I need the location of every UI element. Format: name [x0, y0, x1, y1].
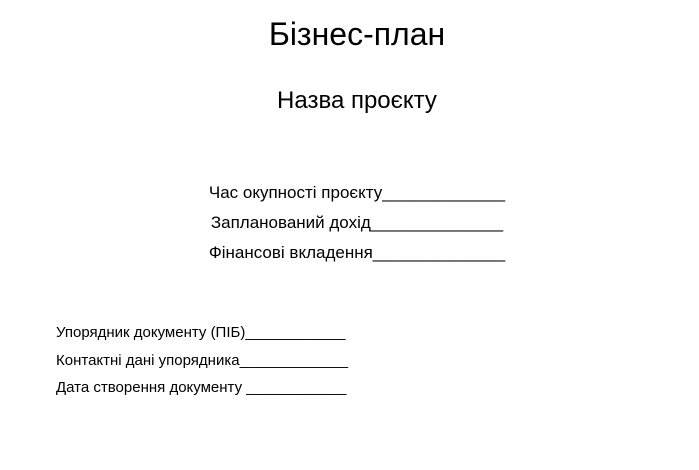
project-summary-fields [0, 180, 699, 270]
author-contacts-field: Контактні дані упорядника_____________ [56, 351, 349, 369]
planned-income-field: Запланований дохід______________ [210, 213, 504, 232]
author-name-field: Упорядник документу (ПІБ)____________ [56, 324, 346, 341]
investment-field: Фінансові вкладення______________ [208, 243, 506, 262]
author-info-fields [56, 322, 348, 405]
payback-period-field: Час окупності проєкту_____________ [208, 183, 506, 202]
project-name-heading: Назва проєкту [277, 87, 437, 114]
document-title: Бізнес-план [268, 16, 446, 52]
creation-date-field: Дата створення документу ____________ [56, 379, 347, 396]
